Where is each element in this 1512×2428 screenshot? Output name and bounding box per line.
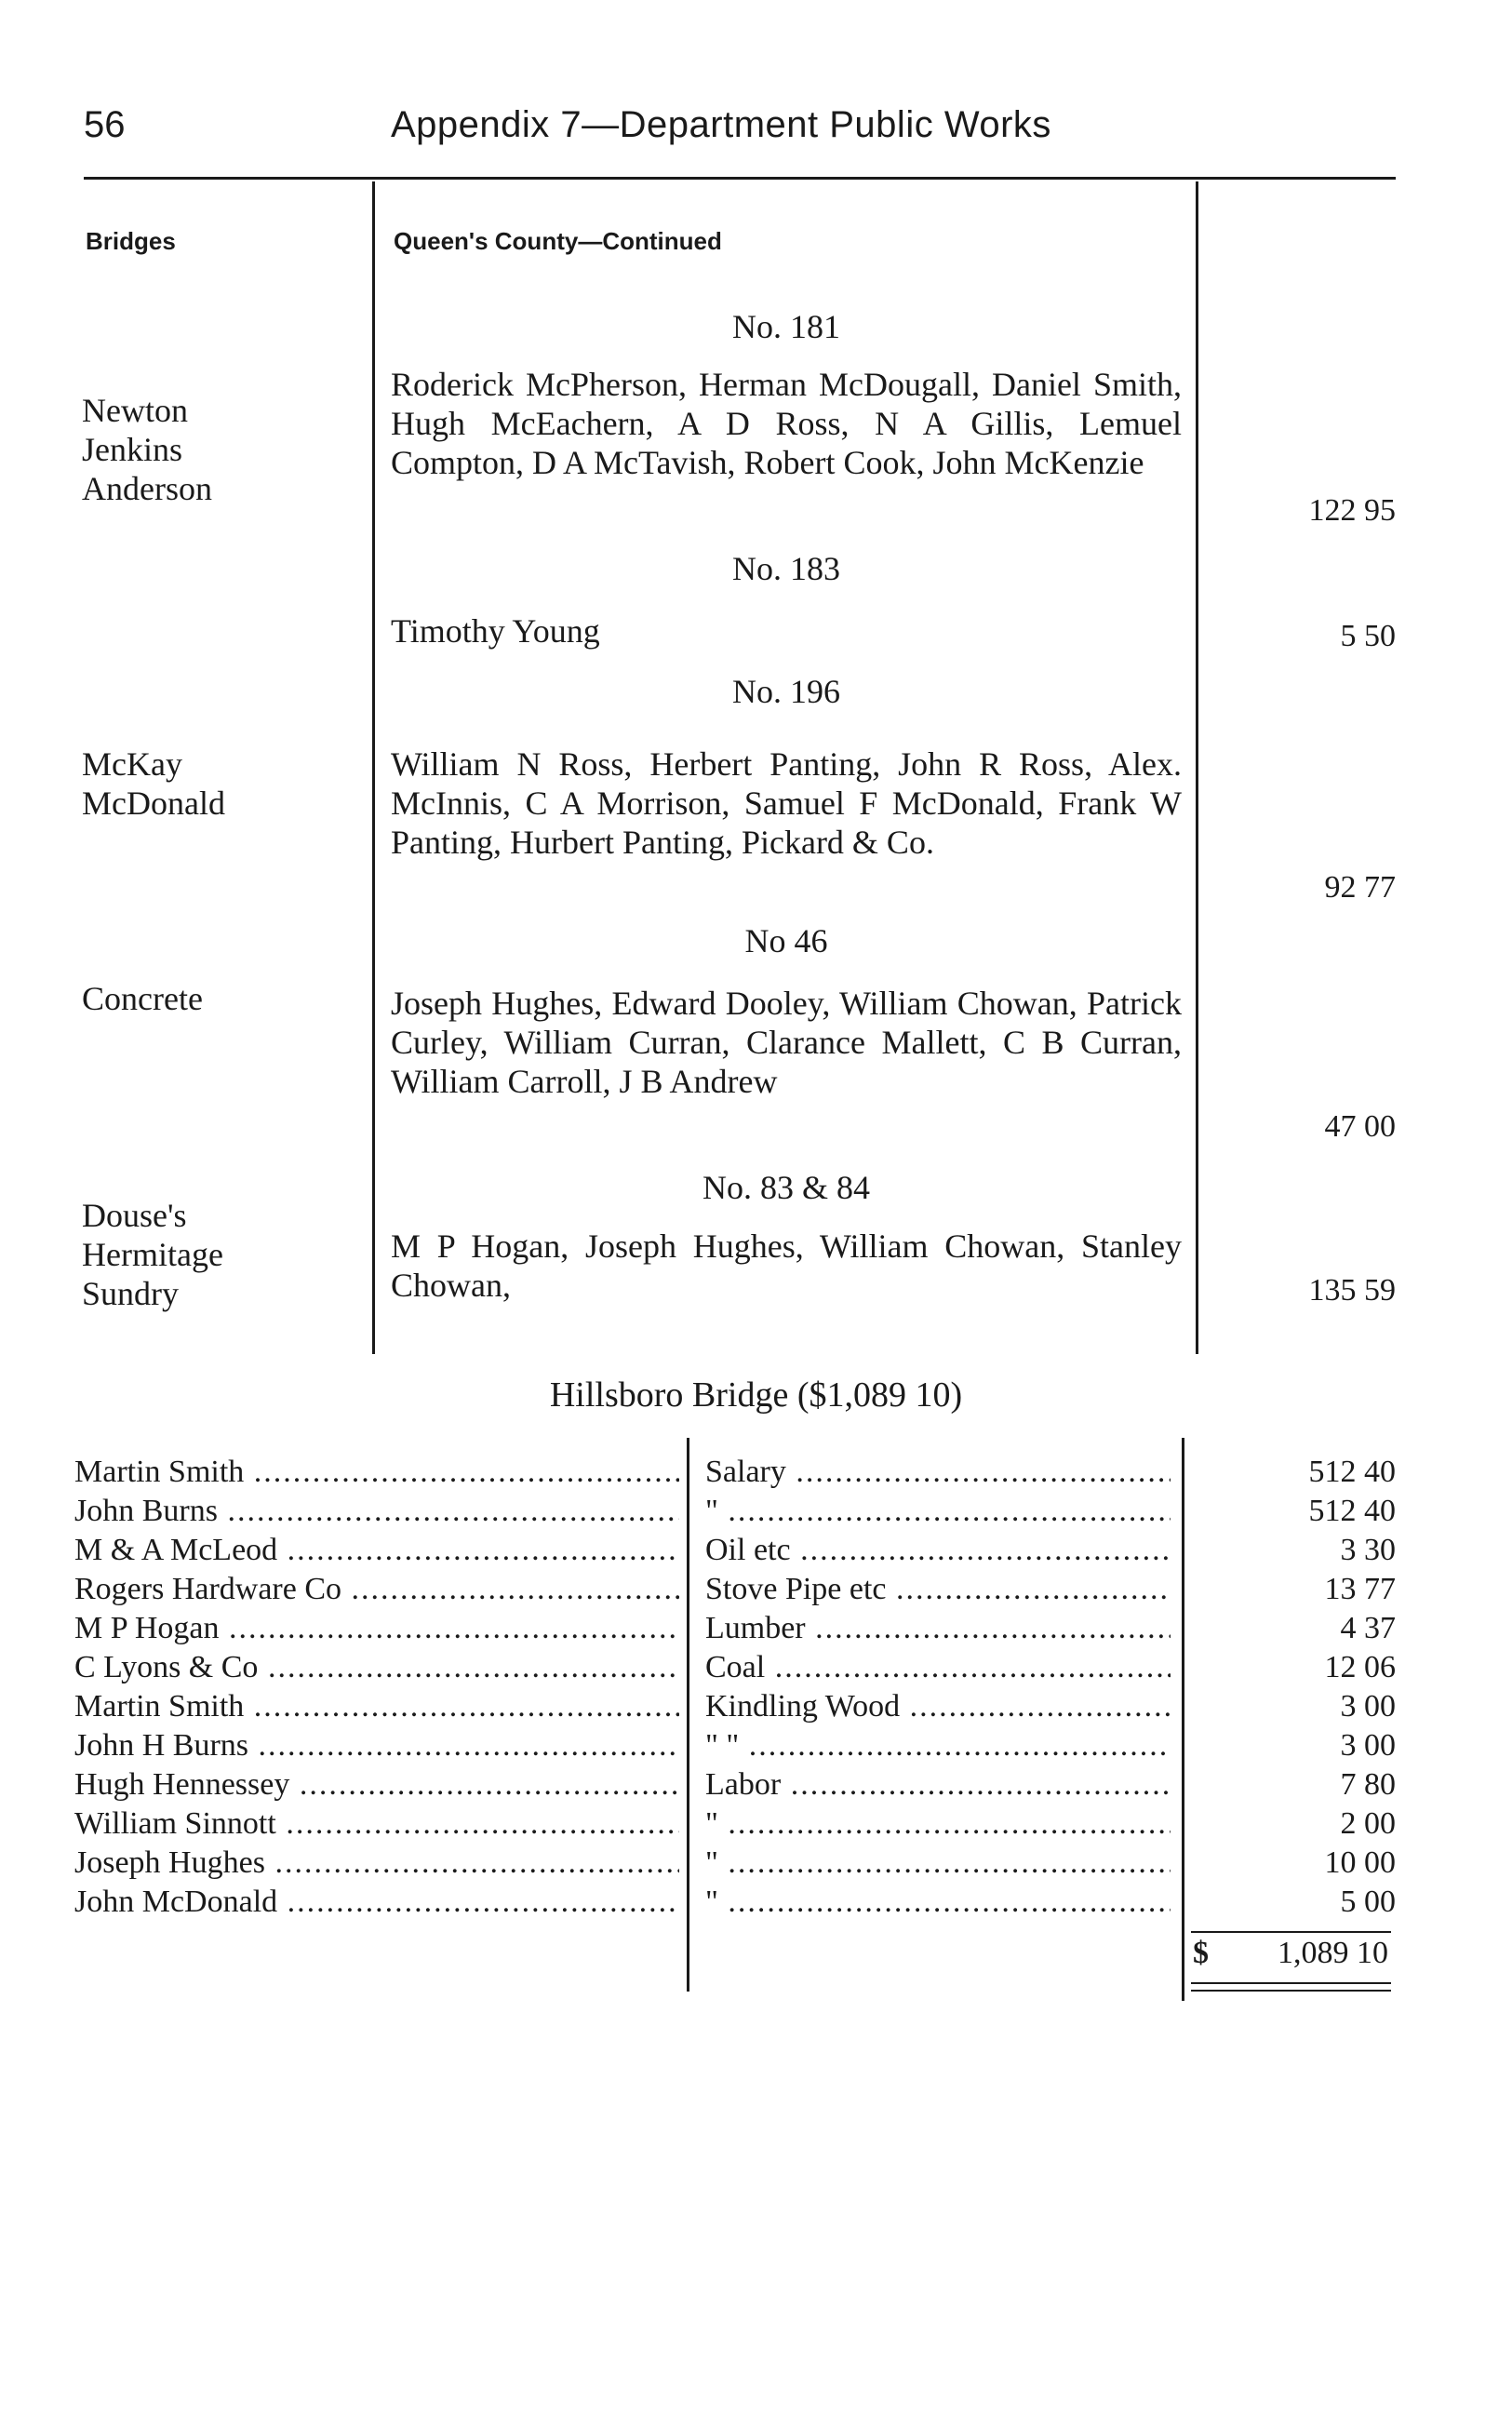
expense-item: Coal .....: [705, 1650, 1171, 1685]
expense-amount: 3 00: [1340, 1728, 1396, 1763]
expense-item: Lumber .....: [705, 1611, 1171, 1646]
expense-row: [0, 1494, 1512, 1533]
payee-name: Hugh Hennessey .....: [74, 1767, 679, 1803]
payee-name: C Lyons & Co .....: [74, 1650, 679, 1685]
bridge-name: Hermitage: [82, 1236, 223, 1273]
bridge-name: Newton: [82, 392, 188, 429]
expense-amount: 5 00: [1340, 1885, 1396, 1919]
bridge-number: No. 196: [732, 673, 840, 710]
expense-row: [0, 1728, 1512, 1767]
contractor-list: M P Hogan, Joseph Hughes, William Chowan, Stanley Chowan,: [391, 1227, 1182, 1304]
bridge-amount: 5 50: [1340, 619, 1396, 653]
expense-item: " .....: [705, 1885, 1171, 1920]
expense-amount: 12 06: [1324, 1650, 1396, 1684]
expense-row: [0, 1767, 1512, 1806]
bridge-name: McDonald: [82, 785, 225, 822]
payee-name: M P Hogan .....: [74, 1611, 679, 1646]
expense-amount: 4 37: [1340, 1611, 1396, 1645]
bridge-name: McKay: [82, 745, 182, 783]
expense-row: [0, 1885, 1512, 1924]
expense-row: [0, 1572, 1512, 1611]
payee-name: M & A McLeod .....: [74, 1533, 679, 1568]
bridge-amount: 135 59: [1308, 1273, 1396, 1308]
expense-row: [0, 1689, 1512, 1728]
expense-amount: 512 40: [1308, 1494, 1396, 1528]
expense-item: Labor .....: [705, 1767, 1171, 1803]
column-rule-right: [1196, 181, 1198, 1354]
bridge-number: No. 83 & 84: [702, 1169, 870, 1206]
bridge-number: No 46: [744, 922, 828, 959]
column-head-county: Queen's County—Continued: [394, 227, 722, 255]
expense-amount: 7 80: [1340, 1767, 1396, 1802]
expense-row: [0, 1806, 1512, 1845]
double-rule-top: [1191, 1982, 1391, 1984]
currency-symbol: $: [1193, 1936, 1209, 1970]
total-value: 1,089 10: [1278, 1936, 1388, 1970]
bridge-number: No. 183: [732, 550, 840, 587]
payee-name: William Sinnott .....: [74, 1806, 679, 1842]
section-title-hillsboro: Hillsboro Bridge ($1,089 10): [549, 1375, 963, 1415]
double-rule-bottom: [1191, 1990, 1391, 1992]
expense-item: Stove Pipe etc .....: [705, 1572, 1171, 1607]
expense-row: [0, 1650, 1512, 1689]
contractor-list: Joseph Hughes, Edward Dooley, William Chowan, Patrick Curley, William Curran, Clarance Mallett, C B Curran, William Carroll, J B Andrew: [391, 985, 1182, 1100]
bridge-name: Douse's: [82, 1197, 187, 1234]
bridge-name: Jenkins: [82, 431, 182, 468]
expense-item: " .....: [705, 1806, 1171, 1842]
expense-item: Oil etc .....: [705, 1533, 1171, 1568]
bridge-amount: 92 77: [1324, 870, 1396, 905]
expense-amount: 13 77: [1324, 1572, 1396, 1606]
payee-name: Joseph Hughes .....: [74, 1845, 679, 1881]
header-rule: [84, 177, 1396, 180]
bridge-amount: 47 00: [1324, 1109, 1396, 1144]
expense-amount: 512 40: [1308, 1455, 1396, 1489]
expense-amount: 3 00: [1340, 1689, 1396, 1724]
contractor-list: Roderick McPherson, Herman McDougall, Daniel Smith, Hugh McEachern, A D Ross, N A Gillis, Lemuel Compton, D A McTavish, Robert Cook, John McKenzie: [391, 366, 1182, 481]
payee-name: John McDonald .....: [74, 1885, 679, 1920]
expense-amount: 10 00: [1324, 1845, 1396, 1880]
contractor-list: William N Ross, Herbert Panting, John R Ross, Alex. McInnis, C A Morrison, Samuel F McDonald, Frank W Panting, Hurbert Panting, Pickard & Co.: [391, 745, 1182, 861]
payee-name: John H Burns .....: [74, 1728, 679, 1764]
expense-row: [0, 1611, 1512, 1650]
expense-amount: 2 00: [1340, 1806, 1396, 1841]
payee-name: Martin Smith .....: [74, 1455, 679, 1490]
column-head-bridges: Bridges: [86, 227, 176, 255]
expense-item: " .....: [705, 1494, 1171, 1529]
expense-amount: 3 30: [1340, 1533, 1396, 1567]
bridge-amount: 122 95: [1308, 493, 1396, 528]
expense-item: " " .....: [705, 1728, 1171, 1764]
contractor-list: Timothy Young: [391, 612, 600, 650]
expense-row: [0, 1455, 1512, 1494]
payee-name: Martin Smith .....: [74, 1689, 679, 1724]
expense-row: [0, 1533, 1512, 1572]
expense-item: Salary .....: [705, 1455, 1171, 1490]
page-number: 56: [84, 104, 126, 145]
payee-name: John Burns .....: [74, 1494, 679, 1529]
column-rule-left: [372, 181, 375, 1354]
running-head: Appendix 7—Department Public Works: [391, 104, 1051, 145]
expense-row: [0, 1845, 1512, 1885]
total-amount: [1193, 1936, 1388, 1971]
bridge-name: Sundry: [82, 1275, 180, 1312]
expense-item: Kindling Wood .....: [705, 1689, 1171, 1724]
bridge-name: Concrete: [82, 980, 203, 1017]
total-rule: [1191, 1931, 1391, 1933]
bridge-number: No. 181: [732, 308, 840, 345]
bridge-name: Anderson: [82, 470, 212, 507]
payee-name: Rogers Hardware Co .....: [74, 1572, 679, 1607]
expense-item: " .....: [705, 1845, 1171, 1881]
